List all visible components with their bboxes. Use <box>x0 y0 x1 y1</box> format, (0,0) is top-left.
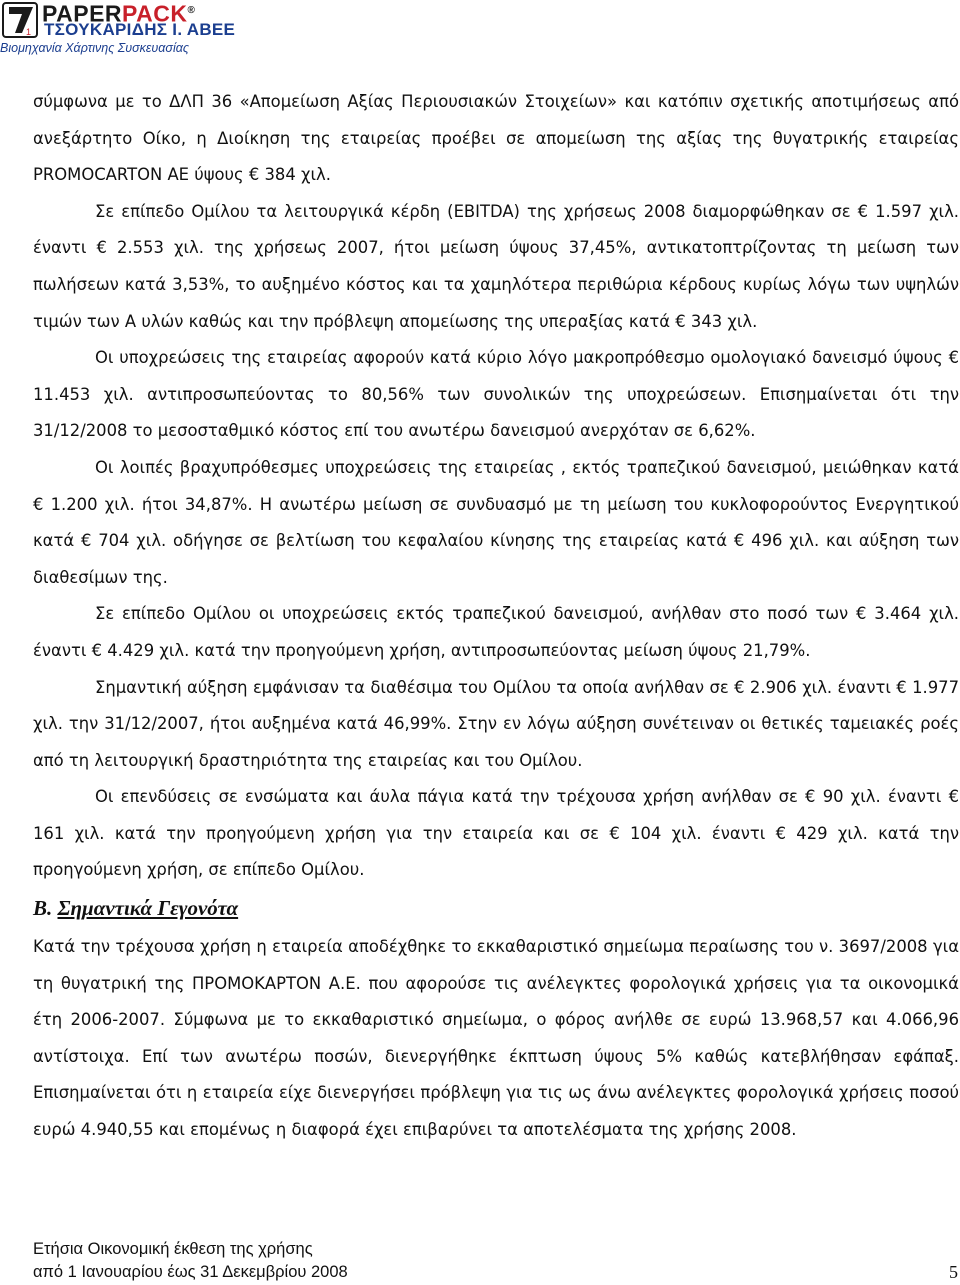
section-title: Σημαντικά Γεγονότα <box>57 896 239 920</box>
section-b-body <box>33 929 959 1149</box>
brand-pack: PACK <box>122 0 188 27</box>
report-body <box>33 84 959 889</box>
paragraph-impairment: σύμφωνα με το ΔΛΠ 36 «Απομείωση Αξίας Περιουσιακών Στοιχείων» και κατόπιν σχετικής αποτιμήσεως από ανεξάρτητο Οίκο, η Διοίκηση της εταιρείας προέβει σε απομείωση της αξίας της θυγατρικής εταιρείας PROMOCARTON AE ύψους € 384 χιλ. <box>33 92 959 185</box>
paragraph-tax-settlement: Κατά την τρέχουσα χρήση η εταιρεία αποδέχθηκε το εκκαθαριστικό σημείωμα περαίωσης του ν. 3697/2008 για τη θυγατρική της ΠΡΟΜΟΚΑΡΤΟΝ Α.Ε. που αφορούσε τις ανέλεγκτες φορολογικά χρήσεις για τα οικονομικά έτη 2006-2007. Σύμφωνα με το εκκαθαριστικό σημείωμα, ο φόρος ανήλθε σε ευρώ 13.968,57 και 4.066,96 αντίστοιχα. Επί των ανωτέρω ποσών, διενεργήθηκε έκπτωση ύψους 5% καθώς κατεβλήθησαν εφάπαξ. Επισημαίνεται ότι η εταιρεία είχε διενεργήσει πρόβλεψη για τις ως άνω ανέλεγκτες φορολογικά χρήσεις ποσού ευρώ 4.940,55 και επομένως η διαφορά έχει επιβαρύνει τα αποτελέσματα της χρήσης 2008. <box>33 937 959 1139</box>
page-footer <box>33 1238 958 1284</box>
page-number: 5 <box>949 1262 958 1282</box>
footer-period: από 1 Ιανουαρίου έως 31 Δεκεμβρίου 2008 <box>33 1263 348 1281</box>
paragraph-ebitda: Σε επίπεδο Ομίλου τα λειτουργικά κέρδη (EBITDA) της χρήσεως 2008 διαμορφώθηκαν σε € 1.597 χιλ. έναντι € 2.553 χιλ. της χρήσεως 2007, ήτοι μείωση ύψους 37,45%, αντικατοπτρίζοντας τη μείωση των πωλήσεων κατά 3,53%, το αυξημένο κόστος και τα χαμηλότερα περιθώρια κέρδους κυρίως λόγω των υψηλών τιμών των Α υλών καθώς και την πρόβλεψη απομείωσης της υπεραξίας κατά € 343 χιλ. <box>33 201 959 331</box>
company-name: ΤΣΟΥΚΑΡΙΔΗΣ Ι. ΑΒΕΕ <box>44 20 236 39</box>
registered-mark: ® <box>187 5 196 16</box>
paragraph-liabilities: Οι υποχρεώσεις της εταιρείας αφορούν κατά κύριο λόγο μακροπρόθεσμο ομολογιακό δανεισμό ύψους € 11.453 χιλ. αντιπροσωπεύοντας το 80,56% των συνολικών της υποχρεώσεων. Επισημαίνεται ότι την 31/12/2008 το μεσοσταθμικό κόστος επί του ανωτέρω δανεισμού ανερχόταν σε 6,62%. <box>33 348 959 441</box>
section-heading <box>33 896 238 921</box>
company-logo <box>0 0 236 56</box>
logo-mark-glyph: 1 <box>26 27 32 37</box>
logo-mark-icon <box>2 2 38 38</box>
company-tagline: Βιομηχανία Χάρτινης Συσκευασίας <box>0 41 189 55</box>
paragraph-short-term-liabilities: Οι λοιπές βραχυπρόθεσμες υποχρεώσεις της εταιρείας , εκτός τραπεζικού δανεισμού, μειώθηκαν κατά € 1.200 χιλ. ήτοι 34,87%. Η ανωτέρω μείωση σε συνδυασμό με τη μείωση του κυκλοφορούντος Ενεργητικού κατά € 704 χιλ. οδήγησε σε βελτίωση του κεφαλαίου κίνησης της εταιρείας κατά € 496 χιλ. και αύξηση των διαθεσίμων της. <box>33 457 959 587</box>
paragraph-group-liabilities: Σε επίπεδο Ομίλου οι υποχρεώσεις εκτός τραπεζικού δανεισμού, ανήλθαν στο ποσό των € 3.464 χιλ. έναντι € 4.429 χιλ. κατά την προηγούμενη χρήση, αντιπροσωπεύοντας μείωση ύψους 21,79%. <box>33 604 959 660</box>
footer-report-title: Ετήσια Οικονομική έκθεση της χρήσης <box>33 1240 313 1258</box>
section-number: Β. <box>33 896 53 920</box>
paragraph-cash: Σημαντική αύξηση εμφάνισαν τα διαθέσιμα του Ομίλου τα οποία ανήλθαν σε € 2.906 χιλ. έναντι € 1.977 χιλ. την 31/12/2007, ήτοι αυξημένα κατά 46,99%. Στην εν λόγω αύξηση συνέτειναν οι θετικές ταμειακές ροές από τη λειτουργική δραστηριότητα της εταιρείας και του Ομίλου. <box>33 677 959 770</box>
brand-paper: PAPER <box>42 0 123 27</box>
paragraph-investments: Οι επενδύσεις σε ενσώματα και άυλα πάγια κατά την τρέχουσα χρήση ανήλθαν σε € 90 χιλ. έναντι € 161 χιλ. κατά την προηγούμενη χρήση για την εταιρεία και σε € 104 χιλ. έναντι € 429 χιλ. κατά την προηγούμενη χρήση, σε επίπεδο Ομίλου. <box>33 787 959 880</box>
